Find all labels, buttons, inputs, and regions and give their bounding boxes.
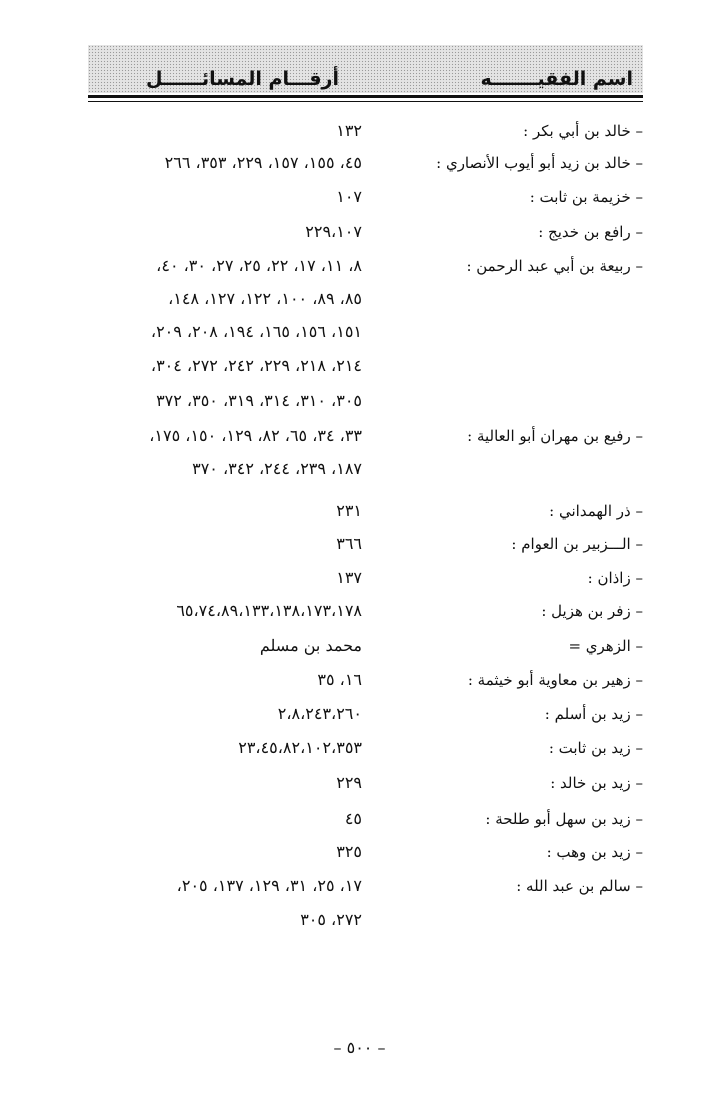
index-entry bbox=[0, 563, 719, 593]
header-numbers-column: أرقـــام المسائــــــل bbox=[146, 68, 339, 90]
issue-numbers: ٤٥ bbox=[344, 809, 362, 828]
issue-numbers: ٨٥، ٨٩، ١٠٠، ١٢٢، ١٢٧، ١٤٨، bbox=[168, 289, 362, 308]
index-entry bbox=[0, 804, 719, 834]
index-entry bbox=[0, 699, 719, 729]
issue-numbers: ٢١٤، ٢١٨، ٢٢٩، ٢٤٢، ٢٧٢، ٣٠٤، bbox=[150, 356, 362, 375]
issue-numbers: ٢،٨،٢٤٣،٢٦٠ bbox=[277, 704, 362, 723]
issue-numbers: ١٣٧ bbox=[336, 568, 362, 587]
jurist-name: – ذر الهمداني : bbox=[549, 502, 643, 520]
header-rule-thin bbox=[88, 101, 643, 102]
jurist-name: – رافع بن خديج : bbox=[538, 223, 643, 241]
index-entry bbox=[0, 631, 719, 661]
index-entry bbox=[0, 148, 719, 178]
issue-numbers: ١٠٧ bbox=[336, 187, 362, 206]
index-entry-continued bbox=[0, 351, 719, 381]
index-entry bbox=[0, 871, 719, 901]
issue-numbers: ٣٣، ٣٤، ٦٥، ٨٢، ١٢٩، ١٥٠، ١٧٥، bbox=[149, 426, 362, 445]
index-entry bbox=[0, 116, 719, 146]
issue-numbers: ١٨٧، ٢٣٩، ٢٤٤، ٣٤٢، ٣٧٠ bbox=[192, 459, 362, 478]
index-entry bbox=[0, 421, 719, 451]
index-entry bbox=[0, 733, 719, 763]
jurist-name: – زفر بن هزيل : bbox=[541, 602, 643, 620]
issue-numbers: ١٣٢ bbox=[336, 121, 362, 140]
index-entry bbox=[0, 665, 719, 695]
index-entry-continued bbox=[0, 284, 719, 314]
jurist-name: – الـــزبير بن العوام : bbox=[511, 535, 643, 553]
jurist-name: – زيد بن أسلم : bbox=[544, 705, 643, 723]
jurist-name: – زهير بن معاوية أبو خيثمة : bbox=[467, 671, 643, 689]
header-rule-thick bbox=[88, 95, 643, 98]
issue-numbers: ١٦، ٣٥ bbox=[317, 670, 362, 689]
issue-numbers: ٨، ١١، ١٧، ٢٢، ٢٥، ٢٧، ٣٠، ٤٠، bbox=[156, 256, 362, 275]
issue-numbers: ٢٢٩،١٠٧ bbox=[305, 222, 362, 241]
index-entry-continued bbox=[0, 905, 719, 935]
jurist-name: – خالد بن أبي بكر : bbox=[523, 122, 643, 140]
jurist-name: – رفيع بن مهران أبو العالية : bbox=[467, 427, 643, 445]
cross-reference: محمد بن مسلم bbox=[259, 636, 362, 655]
issue-numbers: ١٧، ٢٥، ٣١، ١٢٩، ١٣٧، ٢٠٥، bbox=[176, 876, 362, 895]
index-entry bbox=[0, 182, 719, 212]
jurist-name: – زيد بن خالد : bbox=[550, 774, 643, 792]
index-entry bbox=[0, 529, 719, 559]
jurist-name: – ربيعة بن أبي عبد الرحمن : bbox=[466, 257, 643, 275]
issue-numbers: ٣٠٥، ٣١٠، ٣١٤، ٣١٩، ٣٥٠، ٣٧٢ bbox=[156, 391, 362, 410]
header-name-column: اسم الفقيـــــــه bbox=[480, 68, 633, 90]
jurist-name: – سالم بن عبد الله : bbox=[516, 877, 643, 895]
issue-numbers: ٤٥، ١٥٥، ١٥٧، ٢٢٩، ٣٥٣، ٢٦٦ bbox=[164, 153, 362, 172]
jurist-name: – زيد بن وهب : bbox=[546, 843, 643, 861]
issue-numbers: ٢٢٩ bbox=[336, 773, 362, 792]
issue-numbers: ٢٣١ bbox=[336, 501, 362, 520]
jurist-name: – زيد بن ثابت : bbox=[548, 739, 643, 757]
index-entry-continued bbox=[0, 386, 719, 416]
jurist-name: – الزهري = bbox=[568, 637, 643, 655]
index-entry bbox=[0, 496, 719, 526]
jurist-name: – خزيمة بن ثابت : bbox=[529, 188, 643, 206]
issue-numbers: ٢٧٢، ٣٠٥ bbox=[300, 910, 362, 929]
issue-numbers: ٣٦٦ bbox=[336, 534, 362, 553]
index-entry bbox=[0, 217, 719, 247]
jurist-name: – خالد بن زيد أبو أيوب الأنصاري : bbox=[436, 154, 643, 172]
jurist-name: – زيد بن سهل أبو طلحة : bbox=[485, 810, 643, 828]
page-number: – ٥٠٠ – bbox=[333, 1038, 386, 1057]
issue-numbers: ١٥١، ١٥٦، ١٦٥، ١٩٤، ٢٠٨، ٢٠٩، bbox=[150, 322, 362, 341]
issue-numbers: ٦٥،٧٤،٨٩،١٣٣،١٣٨،١٧٣،١٧٨ bbox=[176, 601, 362, 620]
index-entry bbox=[0, 837, 719, 867]
issue-numbers: ٣٢٥ bbox=[336, 842, 362, 861]
index-entry-continued bbox=[0, 317, 719, 347]
index-entry-continued bbox=[0, 454, 719, 484]
index-entry bbox=[0, 251, 719, 281]
jurist-name: – زاذان : bbox=[587, 569, 643, 587]
index-entry bbox=[0, 768, 719, 798]
index-entry bbox=[0, 596, 719, 626]
issue-numbers: ٢٣،٤٥،٨٢،١٠٢،٣٥٣ bbox=[238, 738, 362, 757]
